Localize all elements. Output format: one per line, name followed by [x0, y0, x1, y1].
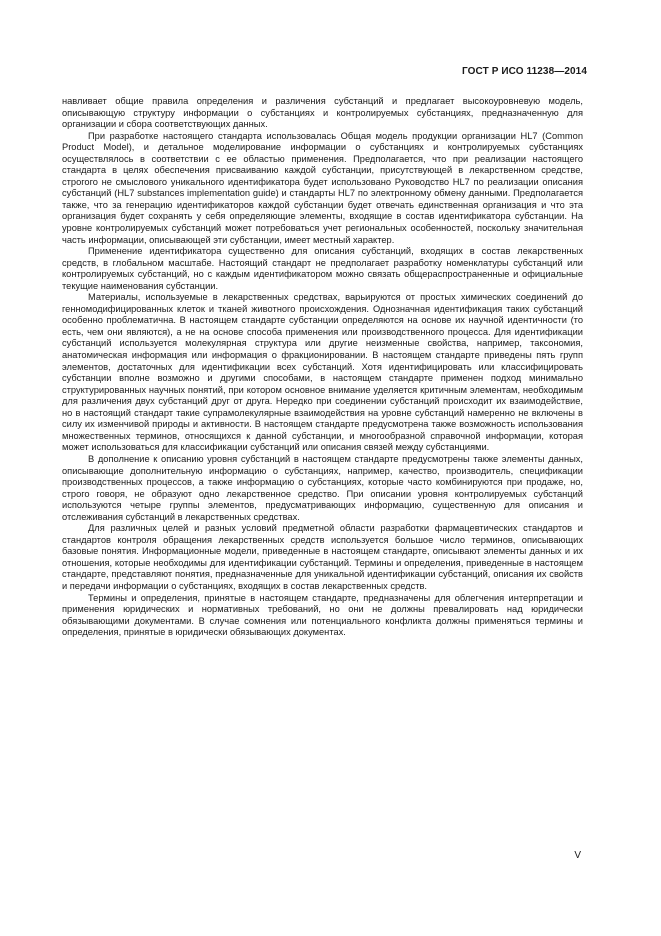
paragraph-terminology: Для различных целей и разных условий предметной области разработки фармацевтических стандартов и стандартов контроля обращения лекарственных средств используется большое число терминов, описывающих базовые понятия. Информационные модели, приведенные в настоящем стандарте, описывают элементы данных и их отношения, которые необходимы для идентификации субстанций. Термины и определения, приведенные в настоящем стандарте, представляют понятия, предназначенные для уникальной идентификации субстанций, описания их свойств и передачи информации о субстанциях, входящих в состав лекарственных средств. [62, 523, 583, 591]
paragraph-materials: Материалы, используемые в лекарственных средствах, варьируются от простых химических соединений до генномодифицированных клеток и тканей животного происхождения. Однозначная идентификация таких субстанций особенно проблематична. В настоящем стандарте субстанции определяются на основе их научной идентичности (то есть, чем они являются), а не на основе способа применения или производственного процесса. Для идентификации субстанций используется молекулярная структура или другие неизменные свойства, например, таксономия, анатомическая информация или информация о фракционировании. В настоящем стандарте приведены пять групп элементов, достаточных для идентификации всех субстанций. Хотя идентифицировать или классифицировать субстанции вполне возможно и другими способами, в настоящем стандарте применен подход минимально структурированных научных понятий, при котором основное внимание уделяется критичным элементам, необходимым для различения двух субстанций друг от друга. Нередко при соединении субстанций происходит их взаимодействие, но в настоящий стандарт такие супрамолекулярные взаимодействия на уровне субстанций намеренно не включены в силу их изменчивой природы и активности. В настоящем стандарте предусмотрена также возможность использования множественных терминов, относящихся к данной субстанции, и многообразной справочной информации, которая может использоваться для классификации субстанций или описания связей между субстанциями. [62, 292, 583, 453]
page-number: V [574, 850, 581, 861]
paragraph-additional-elements: В дополнение к описанию уровня субстанций в настоящем стандарте предусмотрены также элементы данных, описывающие дополнительную информацию о субстанциях, например, качество, производитель, спецификации производственных процессов, а также информацию о субстанциях, которые часто комбинируются при продаже, но, строго говоря, не образуют одно лекарственное средство. При описании уровня контролируемых субстанций используются четыре группы элементов, предусматривающих информацию, существенную для описания и отслеживания субстанций в лекарственных средствах. [62, 453, 583, 522]
paragraph-hl7-model: При разработке настоящего стандарта использовалась Общая модель продукции организации HL7 (Common Product Model), и детальное моделирование информации о субстанциях и контролируемых субстанциях осуществлялось в соответствии с ее областью применения. Предполагается, что при реализации настоящего стандарта в целях обеспечения присваиванию каждой субстанции, присутствующей в лекарственном средстве, строгого не смыслового уникального идентификатора будет использовано Руководство HL7 по реализации описания субстанций (HL7 substances implementation guide) и стандарты HL7 по электронному обмену данными. Предполагается также, что за генерацию идентификаторов каждой субстанции будет отвечать единственная организация и что эта организация будет сохранять у себя определяющие элементы, входящие в состав идентификатора субстанции. На уровне контролируемых субстанций может потребоваться учет региональных особенностей, поскольку значительная часть информации, описывающей эти субстанции, имеет местный характер. [62, 130, 583, 245]
paragraph-identifier-use: Применение идентификатора существенно для описания субстанций, входящих в состав лекарственных средств, в глобальном масштабе. Настоящий стандарт не предполагает разработку номенклатуры субстанций или контролируемых субстанций, но с каждым идентификатором можно связать общераспространенные и официальные текущие наименования субстанции. [62, 246, 583, 291]
paragraph-legal-precedence: Термины и определения, принятые в настоящем стандарте, предназначены для облегчения интерпретации и применения юридических и нормативных требований, но они не должны превалировать над юридически обязывающими документами. В случае сомнения или потенциального конфликта должны применяться термины и определения, принятые в юридически обязывающих документах. [62, 592, 583, 638]
document-body [62, 96, 583, 639]
paragraph-continuation: навливает общие правила определения и различения субстанций и предлагает высокоуровневую модель, описывающую структуру информации о субстанциях и контролируемых субстанциях, предназначенную для организации и сбора соответствующих данных. [62, 96, 583, 130]
document-header-standard: ГОСТ Р ИСО 11238—2014 [462, 66, 587, 77]
